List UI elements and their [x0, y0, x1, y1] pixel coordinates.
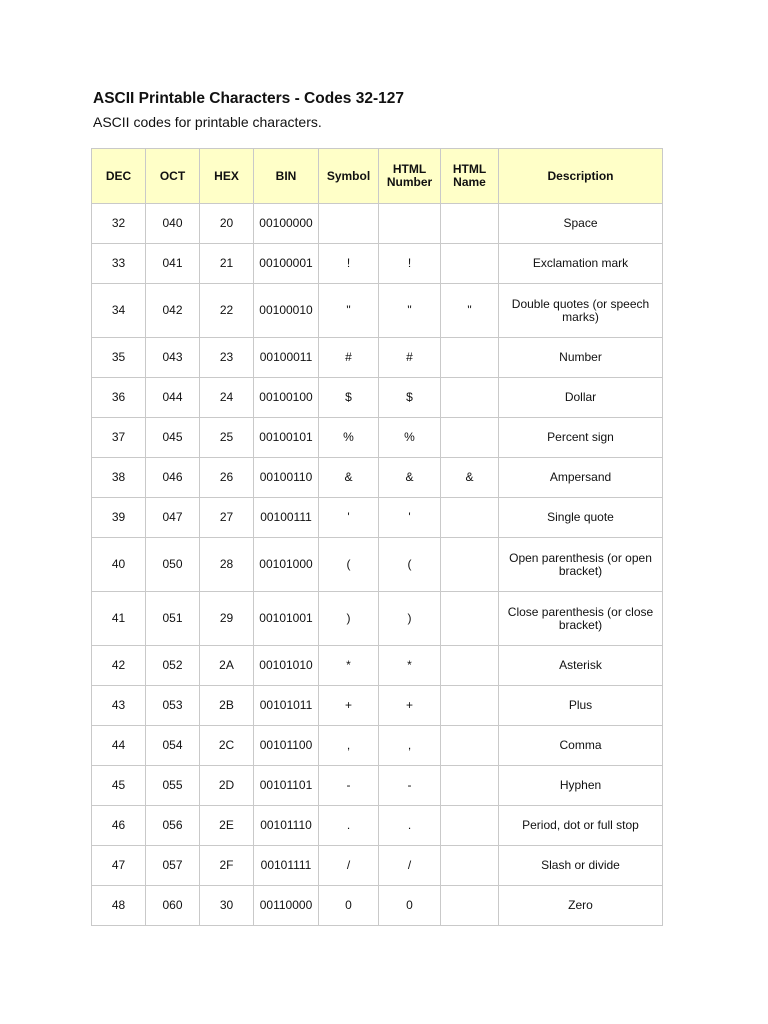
- cell-description: Double quotes (or speech marks): [499, 284, 663, 338]
- cell-symbol: $: [319, 378, 379, 418]
- table-row: [92, 418, 663, 458]
- cell-dec: 34: [92, 284, 146, 338]
- cell-bin: 00101010: [254, 646, 319, 686]
- cell-html-number: #: [379, 338, 441, 378]
- cell-oct: 046: [146, 458, 200, 498]
- header-html-name: HTML Name: [441, 149, 499, 204]
- cell-html-name: [441, 338, 499, 378]
- header-description: Description: [499, 149, 663, 204]
- table-row: [92, 284, 663, 338]
- cell-symbol: [319, 204, 379, 244]
- cell-hex: 21: [200, 244, 254, 284]
- cell-bin: 00100101: [254, 418, 319, 458]
- cell-html-name: [441, 646, 499, 686]
- cell-oct: 047: [146, 498, 200, 538]
- cell-symbol: *: [319, 646, 379, 686]
- cell-hex: 25: [200, 418, 254, 458]
- header-hex: HEX: [200, 149, 254, 204]
- cell-oct: 040: [146, 204, 200, 244]
- cell-html-number: 0: [379, 886, 441, 926]
- cell-dec: 32: [92, 204, 146, 244]
- cell-description: Slash or divide: [499, 846, 663, 886]
- cell-html-name: [441, 204, 499, 244]
- cell-description: Asterisk: [499, 646, 663, 686]
- cell-description: Space: [499, 204, 663, 244]
- cell-symbol: +: [319, 686, 379, 726]
- ascii-table: [91, 148, 663, 926]
- cell-description: Close parenthesis (or close bracket): [499, 592, 663, 646]
- cell-oct: 052: [146, 646, 200, 686]
- header-html-number: HTML Number: [379, 149, 441, 204]
- cell-dec: 36: [92, 378, 146, 418]
- cell-oct: 045: [146, 418, 200, 458]
- cell-hex: 2A: [200, 646, 254, 686]
- cell-bin: 00110000: [254, 886, 319, 926]
- cell-oct: 060: [146, 886, 200, 926]
- cell-oct: 054: [146, 726, 200, 766]
- cell-hex: 24: [200, 378, 254, 418]
- cell-symbol: ": [319, 284, 379, 338]
- cell-symbol: ): [319, 592, 379, 646]
- cell-hex: 2E: [200, 806, 254, 846]
- cell-bin: 00101000: [254, 538, 319, 592]
- cell-hex: 20: [200, 204, 254, 244]
- cell-description: Exclamation mark: [499, 244, 663, 284]
- cell-html-number: $: [379, 378, 441, 418]
- table-row: [92, 846, 663, 886]
- cell-html-number: /: [379, 846, 441, 886]
- cell-dec: 33: [92, 244, 146, 284]
- cell-symbol: #: [319, 338, 379, 378]
- cell-description: Dollar: [499, 378, 663, 418]
- cell-symbol: .: [319, 806, 379, 846]
- cell-symbol: ,: [319, 726, 379, 766]
- cell-oct: 042: [146, 284, 200, 338]
- table-row: [92, 686, 663, 726]
- cell-description: Hyphen: [499, 766, 663, 806]
- cell-dec: 45: [92, 766, 146, 806]
- cell-dec: 48: [92, 886, 146, 926]
- cell-dec: 37: [92, 418, 146, 458]
- table-row: [92, 378, 663, 418]
- cell-html-number: !: [379, 244, 441, 284]
- cell-html-number: &: [379, 458, 441, 498]
- cell-symbol: /: [319, 846, 379, 886]
- cell-dec: 47: [92, 846, 146, 886]
- cell-bin: 00100110: [254, 458, 319, 498]
- cell-description: Percent sign: [499, 418, 663, 458]
- cell-dec: 40: [92, 538, 146, 592]
- cell-symbol: &: [319, 458, 379, 498]
- cell-description: Ampersand: [499, 458, 663, 498]
- table-row: [92, 458, 663, 498]
- cell-symbol: ': [319, 498, 379, 538]
- cell-hex: 30: [200, 886, 254, 926]
- cell-oct: 057: [146, 846, 200, 886]
- cell-oct: 041: [146, 244, 200, 284]
- header-symbol: Symbol: [319, 149, 379, 204]
- cell-hex: 27: [200, 498, 254, 538]
- cell-html-name: [441, 244, 499, 284]
- cell-bin: 00101111: [254, 846, 319, 886]
- table-row: [92, 244, 663, 284]
- cell-hex: 2C: [200, 726, 254, 766]
- cell-dec: 41: [92, 592, 146, 646]
- cell-html-name: ": [441, 284, 499, 338]
- cell-description: Open parenthesis (or open bracket): [499, 538, 663, 592]
- cell-html-name: [441, 686, 499, 726]
- cell-hex: 22: [200, 284, 254, 338]
- cell-hex: 23: [200, 338, 254, 378]
- table-row: [92, 592, 663, 646]
- cell-oct: 056: [146, 806, 200, 846]
- cell-html-name: [441, 806, 499, 846]
- cell-dec: 38: [92, 458, 146, 498]
- header-dec: DEC: [92, 149, 146, 204]
- cell-html-number: ): [379, 592, 441, 646]
- cell-dec: 44: [92, 726, 146, 766]
- cell-html-number: ,: [379, 726, 441, 766]
- cell-oct: 050: [146, 538, 200, 592]
- cell-dec: 35: [92, 338, 146, 378]
- table-row: [92, 204, 663, 244]
- table-row: [92, 498, 663, 538]
- cell-html-name: [441, 726, 499, 766]
- cell-bin: 00101101: [254, 766, 319, 806]
- cell-hex: 26: [200, 458, 254, 498]
- page-title: ASCII Printable Characters - Codes 32-127: [93, 90, 404, 107]
- table-row: [92, 646, 663, 686]
- cell-bin: 00101011: [254, 686, 319, 726]
- cell-bin: 00101110: [254, 806, 319, 846]
- cell-symbol: !: [319, 244, 379, 284]
- cell-html-name: [441, 418, 499, 458]
- page-subtitle: ASCII codes for printable characters.: [93, 114, 322, 130]
- cell-html-number: %: [379, 418, 441, 458]
- cell-symbol: -: [319, 766, 379, 806]
- cell-oct: 044: [146, 378, 200, 418]
- cell-html-name: [441, 592, 499, 646]
- cell-html-number: ': [379, 498, 441, 538]
- cell-bin: 00100100: [254, 378, 319, 418]
- cell-hex: 2F: [200, 846, 254, 886]
- cell-html-number: ": [379, 284, 441, 338]
- cell-html-number: .: [379, 806, 441, 846]
- cell-bin: 00100010: [254, 284, 319, 338]
- cell-hex: 28: [200, 538, 254, 592]
- header-oct: OCT: [146, 149, 200, 204]
- cell-html-name: [441, 846, 499, 886]
- cell-dec: 46: [92, 806, 146, 846]
- cell-description: Number: [499, 338, 663, 378]
- table-row: [92, 806, 663, 846]
- cell-bin: 00101001: [254, 592, 319, 646]
- cell-html-name: [441, 886, 499, 926]
- cell-description: Single quote: [499, 498, 663, 538]
- cell-html-name: [441, 378, 499, 418]
- cell-bin: 00101100: [254, 726, 319, 766]
- cell-description: Zero: [499, 886, 663, 926]
- table-row: [92, 726, 663, 766]
- cell-oct: 055: [146, 766, 200, 806]
- table-header-row: [92, 149, 663, 204]
- cell-hex: 29: [200, 592, 254, 646]
- cell-html-number: *: [379, 646, 441, 686]
- cell-html-number: [379, 204, 441, 244]
- cell-dec: 42: [92, 646, 146, 686]
- cell-oct: 043: [146, 338, 200, 378]
- table-body: [92, 204, 663, 926]
- cell-oct: 053: [146, 686, 200, 726]
- cell-html-number: +: [379, 686, 441, 726]
- cell-oct: 051: [146, 592, 200, 646]
- cell-symbol: (: [319, 538, 379, 592]
- cell-hex: 2B: [200, 686, 254, 726]
- cell-dec: 43: [92, 686, 146, 726]
- cell-bin: 00100000: [254, 204, 319, 244]
- table-row: [92, 886, 663, 926]
- cell-symbol: 0: [319, 886, 379, 926]
- cell-html-number: (: [379, 538, 441, 592]
- cell-html-name: [441, 538, 499, 592]
- cell-description: Plus: [499, 686, 663, 726]
- cell-description: Period, dot or full stop: [499, 806, 663, 846]
- cell-bin: 00100111: [254, 498, 319, 538]
- cell-html-name: &: [441, 458, 499, 498]
- cell-bin: 00100001: [254, 244, 319, 284]
- cell-html-name: [441, 498, 499, 538]
- cell-symbol: %: [319, 418, 379, 458]
- cell-html-name: [441, 766, 499, 806]
- header-bin: BIN: [254, 149, 319, 204]
- cell-bin: 00100011: [254, 338, 319, 378]
- table-row: [92, 538, 663, 592]
- table-row: [92, 766, 663, 806]
- cell-dec: 39: [92, 498, 146, 538]
- cell-html-number: -: [379, 766, 441, 806]
- cell-description: Comma: [499, 726, 663, 766]
- cell-hex: 2D: [200, 766, 254, 806]
- table-row: [92, 338, 663, 378]
